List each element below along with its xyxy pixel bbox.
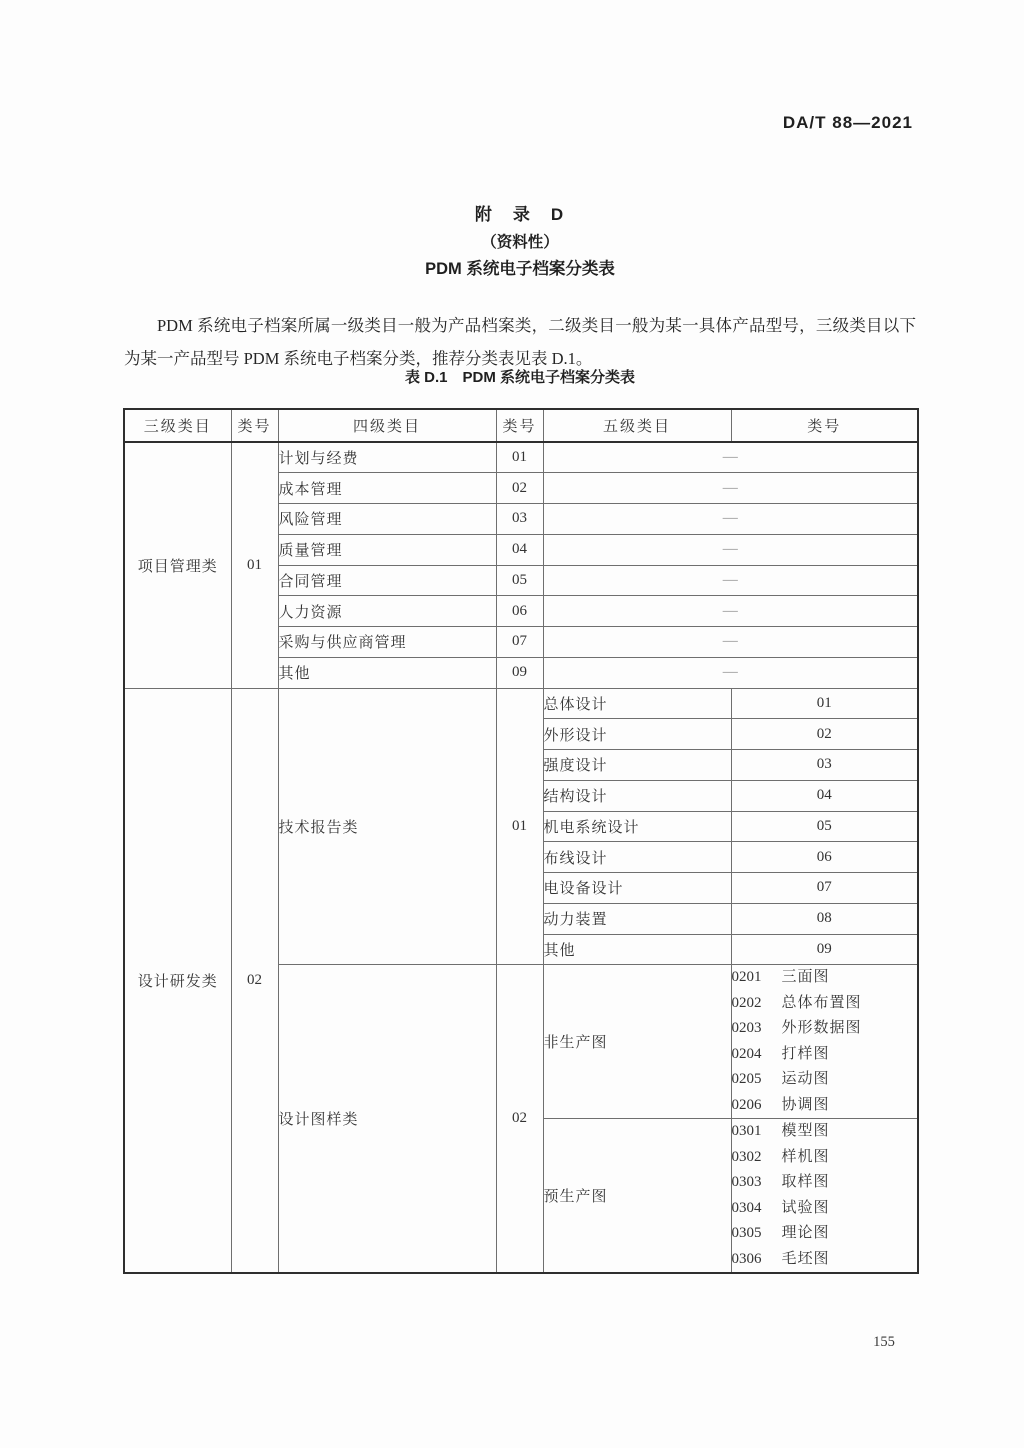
classification-table	[123, 408, 919, 1274]
cell-level4-design-drawings: 设计图样类	[278, 965, 496, 1274]
cell-level4-code: 03	[496, 504, 543, 535]
code-value: 0302	[731, 1148, 762, 1165]
dash-cell: —	[543, 442, 918, 473]
cell-level5: 动力装置	[543, 903, 731, 934]
code-value: 0303	[731, 1174, 762, 1191]
code-label: 三面图	[781, 969, 830, 986]
table-row	[124, 688, 918, 719]
header-code3: 类号	[731, 409, 918, 442]
cell-level4-code: 04	[496, 534, 543, 565]
cell-level3-code: 01	[231, 442, 278, 688]
dash-cell: —	[543, 657, 918, 688]
cell-level5-code: 02	[731, 719, 918, 750]
dash-cell: —	[543, 565, 918, 596]
cell-level5-code: 03	[731, 750, 918, 781]
dash-cell: —	[543, 473, 918, 504]
cell-level4-code: 02	[496, 965, 543, 1274]
cell-level4: 风险管理	[278, 504, 496, 535]
cell-level4: 质量管理	[278, 534, 496, 565]
header-level5: 五级类目	[543, 409, 731, 442]
cell-level4-code: 06	[496, 596, 543, 627]
table-header-row	[124, 409, 918, 442]
cell-level5-code: 04	[731, 780, 918, 811]
dash-cell: —	[543, 627, 918, 658]
cell-level5-code: 09	[731, 934, 918, 965]
code-line	[732, 1067, 918, 1093]
cell-code-list-preproduction	[731, 1119, 918, 1274]
cell-level4: 人力资源	[278, 596, 496, 627]
code-label: 理论图	[781, 1225, 830, 1242]
code-label: 试验图	[781, 1199, 830, 1216]
cell-level5: 布线设计	[543, 842, 731, 873]
cell-level5: 电设备设计	[543, 873, 731, 904]
dash-cell: —	[543, 596, 918, 627]
cell-level5: 结构设计	[543, 780, 731, 811]
cell-level4: 采购与供应商管理	[278, 627, 496, 658]
code-line	[732, 965, 918, 991]
cell-level4-code: 01	[496, 442, 543, 473]
code-value: 0201	[731, 969, 762, 986]
cell-level5: 总体设计	[543, 688, 731, 719]
header-code1: 类号	[231, 409, 278, 442]
cell-level3-code: 02	[231, 688, 278, 1273]
cell-level4-tech-reports: 技术报告类	[278, 688, 496, 965]
cell-level4: 其他	[278, 657, 496, 688]
code-value: 0204	[731, 1045, 762, 1062]
cell-level5: 强度设计	[543, 750, 731, 781]
code-label: 外形数据图	[781, 1020, 862, 1037]
cell-level5-preproduction: 预生产图	[543, 1119, 731, 1274]
appendix-heading-block	[123, 201, 917, 283]
code-line	[732, 1221, 918, 1247]
cell-level5-code: 07	[731, 873, 918, 904]
cell-level4: 计划与经费	[278, 442, 496, 473]
header-level4: 四级类目	[278, 409, 496, 442]
cell-level3-design: 设计研发类	[124, 688, 231, 1273]
code-label: 协调图	[781, 1096, 830, 1113]
table-caption: 表 D.1 PDM 系统电子档案分类表	[404, 369, 635, 386]
cell-level5-code: 06	[731, 842, 918, 873]
code-line	[732, 1247, 918, 1273]
cell-level5: 其他	[543, 934, 731, 965]
code-line	[732, 1196, 918, 1222]
cell-code-list-nonproduction	[731, 965, 918, 1119]
code-line	[732, 1093, 918, 1119]
cell-level4-code: 02	[496, 473, 543, 504]
appendix-heading: PDM 系统电子档案分类表	[425, 260, 615, 278]
code-label: 取样图	[781, 1174, 830, 1191]
code-label: 样机图	[781, 1148, 830, 1165]
code-label: 毛坯图	[781, 1250, 830, 1267]
code-line	[732, 991, 918, 1017]
code-value: 0304	[731, 1199, 762, 1216]
cell-level5-nonproduction: 非生产图	[543, 965, 731, 1119]
cell-level4: 成本管理	[278, 473, 496, 504]
cell-level4-code: 05	[496, 565, 543, 596]
code-value: 0202	[731, 994, 762, 1011]
table-row	[124, 442, 918, 473]
code-line	[732, 1145, 918, 1171]
cell-level5-code: 01	[731, 688, 918, 719]
appendix-title: 附 录 D	[474, 205, 566, 224]
cell-level4-code: 01	[496, 688, 543, 965]
header-level3: 三级类目	[124, 409, 231, 442]
code-label: 模型图	[781, 1123, 830, 1140]
code-value: 0206	[731, 1096, 762, 1113]
code-value: 0305	[731, 1225, 762, 1242]
code-line	[732, 1016, 918, 1042]
intro-paragraph: PDM 系统电子档案所属一级类目一般为产品档案类，二级类目一般为某一具体产品型号，三级类目以下为某一产品型号 PDM 系统电子档案分类，推荐分类表见表 D.1。	[124, 315, 916, 368]
code-line	[732, 1042, 918, 1068]
page-number: 155	[873, 1334, 895, 1350]
cell-level4: 合同管理	[278, 565, 496, 596]
dash-cell: —	[543, 504, 918, 535]
code-label: 打样图	[781, 1045, 830, 1062]
code-label: 总体布置图	[781, 994, 862, 1011]
cell-level5: 机电系统设计	[543, 811, 731, 842]
code-label: 运动图	[781, 1071, 830, 1088]
code-value: 0306	[731, 1250, 762, 1267]
appendix-subtitle: （资料性）	[481, 234, 559, 251]
cell-level4-code: 09	[496, 657, 543, 688]
code-line	[732, 1119, 918, 1145]
doc-number: DA/T 88—2021	[782, 113, 913, 132]
cell-level5-code: 05	[731, 811, 918, 842]
code-value: 0203	[731, 1020, 762, 1037]
cell-level4-code: 07	[496, 627, 543, 658]
header-code2: 类号	[496, 409, 543, 442]
cell-level5-code: 08	[731, 903, 918, 934]
code-value: 0301	[731, 1123, 762, 1140]
code-value: 0205	[731, 1071, 762, 1088]
cell-level5: 外形设计	[543, 719, 731, 750]
cell-level3-project: 项目管理类	[124, 442, 231, 688]
code-line	[732, 1170, 918, 1196]
dash-cell: —	[543, 534, 918, 565]
